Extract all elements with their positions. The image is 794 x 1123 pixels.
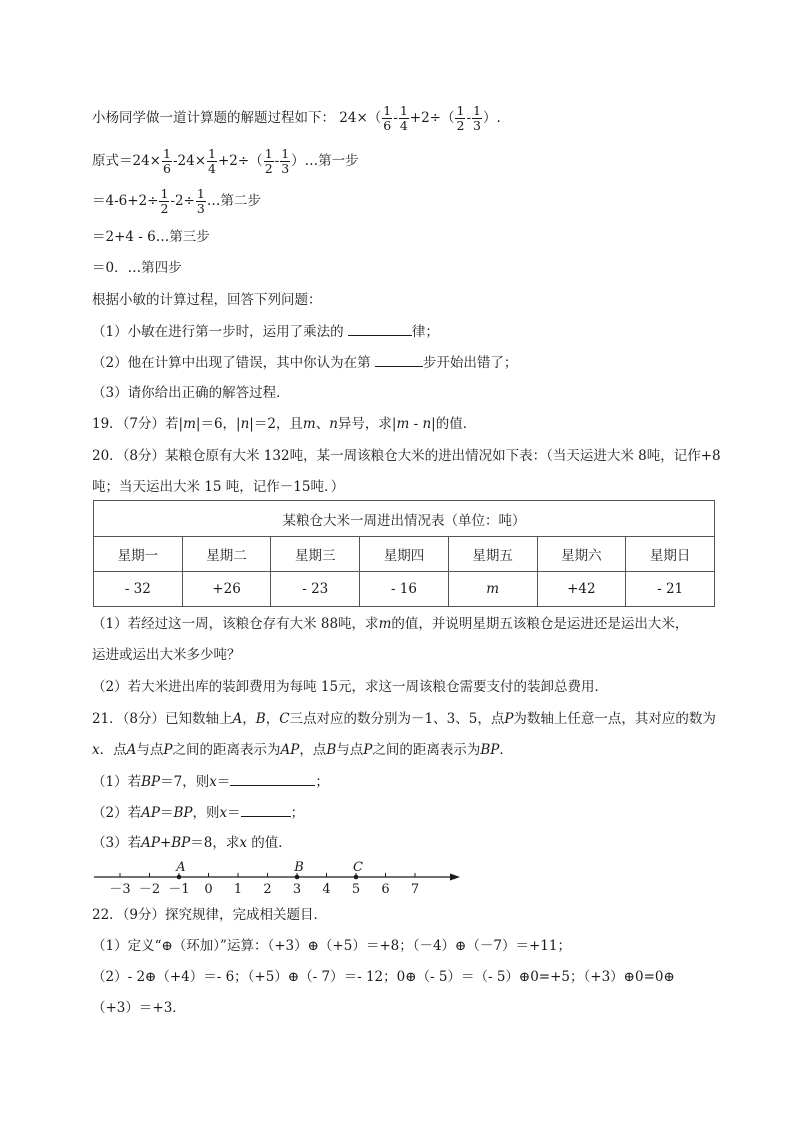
q18-step1-frac-1-3: $\frac{1}{3}$ — [281, 146, 290, 176]
number-line-tick-label: 1 — [233, 882, 243, 897]
q18-step2-frac-1-3: $\frac{1}{3}$ — [196, 186, 205, 216]
q21-answer-blank-1[interactable] — [230, 772, 315, 786]
table-cell: - 32 — [94, 572, 183, 607]
number-line-figure — [90, 855, 470, 901]
q21-part2: （2）若AP＝BP，则x＝ ； — [92, 805, 305, 821]
q18-step1-frac-1-6: $\frac{1}{6}$ — [163, 146, 171, 176]
number-line-arrow-icon — [450, 874, 460, 881]
number-line-tick-label: 7 — [410, 882, 420, 897]
rice-table — [93, 500, 715, 607]
q20-part2: （2）若大米进出库的装卸费用为每吨 15元，求这一周该粮仓需要支付的装卸总费用． — [92, 679, 609, 695]
table-header-cell: 星期三 — [271, 537, 360, 572]
q21-part1: （1）若BP＝7，则x＝ ； — [92, 774, 329, 790]
number-line-tick-label: －3 — [109, 882, 131, 897]
q21-line1: 21．（8分）已知数轴上A，B，C三点对应的数分别为－1、3、5，点P为数轴上任意一点，其对应的数为 — [92, 711, 716, 727]
number-line-point-a — [177, 875, 182, 880]
q18-expr-head: 24×（ — [339, 110, 382, 126]
q20-part1: （1）若经过这一周，该粮仓存有大米 88吨，求m的值，并说明星期五该粮仓是运进还是运出大米， — [92, 616, 689, 632]
table-header-cell: 星期二 — [182, 537, 271, 572]
q22-line2: （2）- 2⊕（+4）＝- 6；（+5）⊕（- 7）＝- 12；0⊕（- 5）＝（- 5）⊕0=+5；（+3）⊕0=0⊕ — [92, 969, 675, 985]
q18-part1: （1）小敏在进行第一步时，运用了乘法的 律； — [92, 324, 439, 340]
q22-line3: （+3）＝+3． — [92, 1000, 186, 1016]
table-cell: +26 — [182, 572, 271, 607]
q18-step3: ＝2+4 - 6…第三步 — [92, 229, 210, 245]
table-header-cell: 星期五 — [448, 537, 537, 572]
q18-intro-line: 小杨同学做一道计算题的解题过程如下： 24×（ $\frac{1}{6}$ - $\frac{1}{4}$ +2÷（ $\frac{1}{2}$ - $\frac{1}{3}$ ）. — [92, 103, 501, 133]
q18-frac-1-3: $\frac{1}{3}$ — [473, 103, 481, 133]
q18-step2-frac-1-2: $\frac{1}{2}$ — [160, 186, 169, 216]
q20-part1-line2: 运进或运出大米多少吨？ — [92, 647, 241, 663]
q18-step1-frac-1-4: $\frac{1}{4}$ — [208, 146, 216, 176]
table-header-row — [94, 537, 715, 572]
q19-line: 19．（7分）若|m|＝6，|n|＝2，且m、n异号，求|m - n|的值． — [92, 416, 477, 432]
q21-answer-blank-2[interactable] — [241, 803, 291, 817]
table-cell: - 21 — [626, 572, 715, 607]
q18-step1-frac-1-2: $\frac{1}{2}$ — [264, 146, 273, 176]
q21-part3: （3）若AP+BP＝8，求x 的值． — [92, 835, 292, 851]
q21-line2: x．点A与点P之间的距离表示为AP，点B与点P之间的距离表示为BP． — [92, 742, 513, 758]
q18-frac-1-4: $\frac{1}{4}$ — [399, 103, 408, 133]
table-caption-row — [94, 501, 715, 537]
table-row — [94, 572, 715, 607]
number-line-point-c — [354, 875, 359, 880]
number-line-point-label: B — [294, 860, 304, 875]
table-cell: +42 — [537, 572, 626, 607]
number-line-tick-label: 4 — [322, 882, 331, 897]
q20-line2: 吨；当天运出大米 15 吨，记作－15吨．） — [92, 479, 345, 495]
q18-frac-1-6: $\frac{1}{6}$ — [383, 103, 392, 133]
number-line-tick-label: 5 — [351, 882, 361, 897]
table-header-cell: 星期四 — [360, 537, 449, 572]
q22-line1: （1）定义“⊕（环加）”运算：（+3）⊕（+5）＝+8；（－4）⊕（－7）＝+11； — [92, 938, 571, 954]
table-header-cell: 星期六 — [537, 537, 626, 572]
q20-line1: 20．（8分）某粮仓原有大米 132吨，某一周该粮仓大米的进出情况如下表：（当天运进大米 8吨，记作+8 — [92, 448, 721, 464]
number-line-point-label: C — [353, 860, 363, 875]
q18-step1: 原式＝24× $\frac{1}{6}$ -24× $\frac{1}{4}$ +2÷（ $\frac{1}{2}$ - $\frac{1}{3}$ ）…第一步 — [92, 146, 359, 176]
table-title: 某粮仓大米一周进出情况表（单位：吨） — [94, 501, 715, 537]
table-header-cell: 星期日 — [626, 537, 715, 572]
table-cell: - 16 — [360, 572, 449, 607]
q22-head: 22．（9分）探究规律，完成相关题目． — [92, 907, 328, 923]
number-line-point-b — [295, 875, 300, 880]
table-header-cell: 星期一 — [94, 537, 183, 572]
q18-frac-1-2: $\frac{1}{2}$ — [456, 103, 465, 133]
number-line-tick-label: －2 — [138, 882, 161, 897]
number-line-tick-label: 3 — [292, 882, 302, 897]
table-cell: m — [448, 572, 537, 607]
q18-part2: （2）他在计算中出现了错误，其中你认为在第 步开始出错了； — [92, 355, 518, 371]
q18-part3: （3）请你给出正确的解答过程． — [92, 385, 290, 401]
q18-step4: ＝0．…第四步 — [92, 260, 182, 276]
number-line-tick-label: 6 — [381, 882, 390, 897]
number-line-point-label: A — [176, 860, 186, 875]
q18-answer-blank-1[interactable] — [348, 322, 412, 336]
q18-step2: ＝4-6+2÷ $\frac{1}{2}$ -2÷ $\frac{1}{3}$ …第二步 — [92, 186, 261, 216]
table-cell: - 23 — [271, 572, 360, 607]
q18-intro: 小杨同学做一道计算题的解题过程如下： — [92, 110, 335, 126]
q18-ask: 根据小敏的计算过程，回答下列问题： — [92, 292, 322, 308]
number-line-tick-label: －1 — [168, 882, 190, 897]
q18-answer-blank-2[interactable] — [375, 353, 423, 367]
number-line-tick-label: 2 — [263, 882, 272, 897]
number-line-tick-label: 0 — [204, 882, 213, 897]
